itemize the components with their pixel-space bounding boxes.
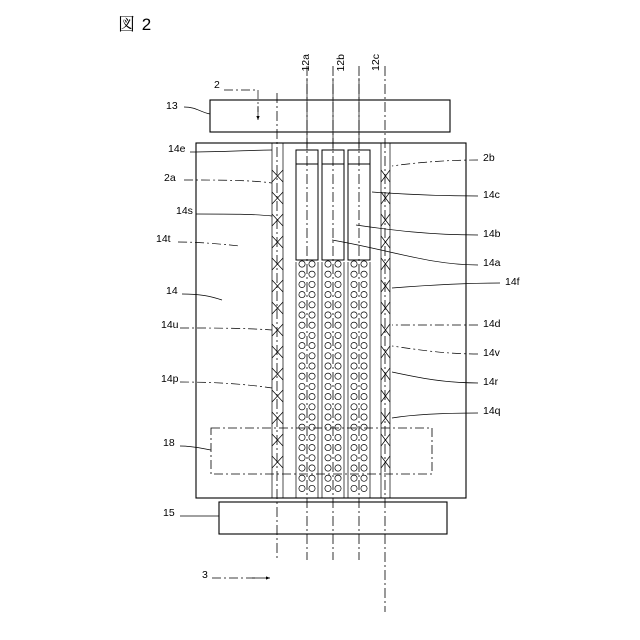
nozzle-hole	[309, 261, 315, 267]
nozzle-hole	[325, 434, 331, 440]
nozzle-hole	[335, 465, 341, 471]
nozzle-hole	[361, 414, 367, 420]
nozzle-hole	[361, 383, 367, 389]
nozzle-hole	[335, 373, 341, 379]
nozzle-hole	[325, 394, 331, 400]
nozzle-hole	[361, 373, 367, 379]
nozzle-hole	[335, 424, 341, 430]
nozzle-hole	[325, 343, 331, 349]
nozzle-hole	[351, 261, 357, 267]
nozzle-hole	[299, 475, 305, 481]
nozzle-hole	[299, 465, 305, 471]
nozzle-hole	[309, 414, 315, 420]
nozzle-hole	[351, 414, 357, 420]
nozzle-hole	[325, 404, 331, 410]
nozzle-hole	[361, 424, 367, 430]
nozzle-hole	[335, 343, 341, 349]
label-2b: 2b	[483, 152, 495, 164]
nozzle-hole	[335, 414, 341, 420]
label-14a: 14a	[483, 257, 501, 269]
nozzle-hole	[361, 292, 367, 298]
nozzle-hole	[361, 271, 367, 277]
nozzle-hole	[325, 475, 331, 481]
nozzle-hole	[309, 373, 315, 379]
nozzle-hole	[299, 322, 305, 328]
nozzle-hole	[351, 363, 357, 369]
label-14f: 14f	[505, 276, 520, 288]
nozzle-hole	[361, 322, 367, 328]
nozzle-hole	[299, 281, 305, 287]
nozzle-hole	[351, 445, 357, 451]
label-14u: 14u	[161, 319, 179, 331]
nozzle-hole	[325, 373, 331, 379]
nozzle-hole	[361, 434, 367, 440]
nozzle-hole	[325, 281, 331, 287]
nozzle-hole	[335, 485, 341, 491]
nozzle-hole	[335, 353, 341, 359]
nozzle-hole	[351, 404, 357, 410]
nozzle-hole	[309, 322, 315, 328]
nozzle-hole	[325, 353, 331, 359]
nozzle-hole	[335, 394, 341, 400]
nozzle-hole	[351, 292, 357, 298]
nozzle-hole	[299, 353, 305, 359]
nozzle-hole	[309, 302, 315, 308]
nozzle-hole	[309, 383, 315, 389]
nozzle-hole	[351, 475, 357, 481]
nozzle-hole	[299, 445, 305, 451]
figure-title: 図 2	[118, 15, 153, 34]
nozzle-hole	[299, 424, 305, 430]
label-15: 15	[163, 507, 175, 519]
label-14e: 14e	[168, 143, 186, 155]
label-14c: 14c	[483, 189, 500, 201]
nozzle-hole	[351, 394, 357, 400]
nozzle-hole	[335, 332, 341, 338]
label-13: 13	[166, 100, 178, 112]
nozzle-hole	[351, 383, 357, 389]
nozzle-hole	[325, 424, 331, 430]
nozzle-hole	[351, 434, 357, 440]
nozzle-hole	[361, 394, 367, 400]
nozzle-hole	[335, 312, 341, 318]
nozzle-hole	[335, 383, 341, 389]
block-13	[210, 100, 450, 132]
nozzle-hole	[299, 434, 305, 440]
nozzle-hole	[309, 485, 315, 491]
nozzle-hole	[351, 465, 357, 471]
nozzle-hole	[299, 373, 305, 379]
nozzle-hole	[325, 332, 331, 338]
nozzle-hole	[299, 414, 305, 420]
nozzle-hole	[299, 332, 305, 338]
nozzle-hole	[351, 353, 357, 359]
label-14b: 14b	[483, 228, 501, 240]
nozzle-hole	[335, 445, 341, 451]
nozzle-hole	[351, 373, 357, 379]
nozzle-hole	[309, 445, 315, 451]
rail-ticks	[272, 170, 390, 468]
nozzle-hole	[335, 292, 341, 298]
nozzle-hole	[309, 312, 315, 318]
nozzle-hole	[325, 292, 331, 298]
nozzle-hole	[309, 271, 315, 277]
nozzle-hole	[299, 455, 305, 461]
nozzle-hole	[299, 292, 305, 298]
nozzle-hole	[299, 404, 305, 410]
nozzle-hole	[309, 424, 315, 430]
nozzle-hole	[325, 445, 331, 451]
nozzle-hole	[361, 353, 367, 359]
label-14q: 14q	[483, 405, 501, 417]
nozzle-hole	[299, 312, 305, 318]
nozzle-hole	[335, 302, 341, 308]
label-12a: 12a	[300, 54, 312, 72]
nozzle-hole	[299, 302, 305, 308]
nozzle-hole	[361, 475, 367, 481]
nozzle-hole	[335, 475, 341, 481]
nozzle-hole	[335, 363, 341, 369]
nozzle-hole	[299, 485, 305, 491]
label-2: 2	[214, 79, 220, 91]
nozzle-hole	[299, 394, 305, 400]
label-2a: 2a	[164, 172, 176, 184]
nozzle-hole	[299, 271, 305, 277]
nozzle-hole	[309, 363, 315, 369]
nozzle-hole	[361, 465, 367, 471]
nozzle-hole	[309, 394, 315, 400]
nozzle-hole	[309, 332, 315, 338]
nozzle-hole	[361, 312, 367, 318]
nozzle-hole	[325, 455, 331, 461]
nozzle-hole	[309, 281, 315, 287]
label-12c: 12c	[370, 54, 382, 71]
nozzle-hole	[325, 414, 331, 420]
nozzle-hole	[361, 281, 367, 287]
nozzle-hole	[351, 271, 357, 277]
nozzle-hole	[325, 363, 331, 369]
nozzle-hole	[335, 281, 341, 287]
nozzle-hole	[335, 404, 341, 410]
block-14-main	[196, 143, 466, 498]
nozzle-hole	[325, 485, 331, 491]
nozzle-hole	[309, 404, 315, 410]
label-14: 14	[166, 285, 178, 297]
channel-guides	[272, 143, 390, 498]
nozzle-hole	[351, 343, 357, 349]
nozzle-hole	[361, 332, 367, 338]
nozzle-hole	[335, 271, 341, 277]
label-18: 18	[163, 437, 175, 449]
nozzle-hole	[309, 434, 315, 440]
nozzle-hole	[299, 261, 305, 267]
nozzle-hole	[299, 363, 305, 369]
nozzle-hole	[299, 343, 305, 349]
nozzle-hole	[351, 424, 357, 430]
nozzle-hole	[361, 485, 367, 491]
nozzle-hole	[361, 261, 367, 267]
nozzle-hole	[309, 353, 315, 359]
nozzle-hole	[361, 445, 367, 451]
label-14s: 14s	[176, 205, 193, 217]
label-14d: 14d	[483, 318, 501, 330]
nozzle-hole	[351, 455, 357, 461]
nozzle-hole	[361, 455, 367, 461]
nozzle-hole	[351, 332, 357, 338]
nozzle-hole	[361, 404, 367, 410]
nozzle-hole	[351, 322, 357, 328]
nozzle-hole	[361, 302, 367, 308]
nozzle-hole	[351, 312, 357, 318]
nozzle-hole	[361, 343, 367, 349]
nozzle-hole	[299, 383, 305, 389]
nozzle-hole	[361, 363, 367, 369]
nozzle-hole	[335, 261, 341, 267]
nozzle-hole	[309, 292, 315, 298]
nozzle-hole	[325, 271, 331, 277]
nozzle-hole	[351, 281, 357, 287]
label-14p: 14p	[161, 373, 179, 385]
nozzle-hole	[325, 383, 331, 389]
nozzle-hole	[325, 465, 331, 471]
centerline-group	[277, 66, 385, 612]
label-3: 3	[202, 569, 208, 581]
nozzle-hole	[309, 475, 315, 481]
label-14v: 14v	[483, 347, 500, 359]
nozzle-hole	[335, 322, 341, 328]
nozzle-hole	[335, 455, 341, 461]
nozzle-hole	[325, 302, 331, 308]
nozzle-hole	[309, 343, 315, 349]
label-14r: 14r	[483, 376, 499, 388]
nozzle-hole	[351, 302, 357, 308]
nozzle-hole	[325, 312, 331, 318]
nozzle-hole	[325, 322, 331, 328]
nozzle-hole	[351, 485, 357, 491]
block-18-outline	[211, 428, 432, 474]
nozzle-hole	[325, 261, 331, 267]
label-12b: 12b	[335, 54, 347, 72]
label-14t: 14t	[156, 233, 171, 245]
nozzle-hole	[335, 434, 341, 440]
nozzle-hole	[309, 465, 315, 471]
nozzle-hole	[309, 455, 315, 461]
